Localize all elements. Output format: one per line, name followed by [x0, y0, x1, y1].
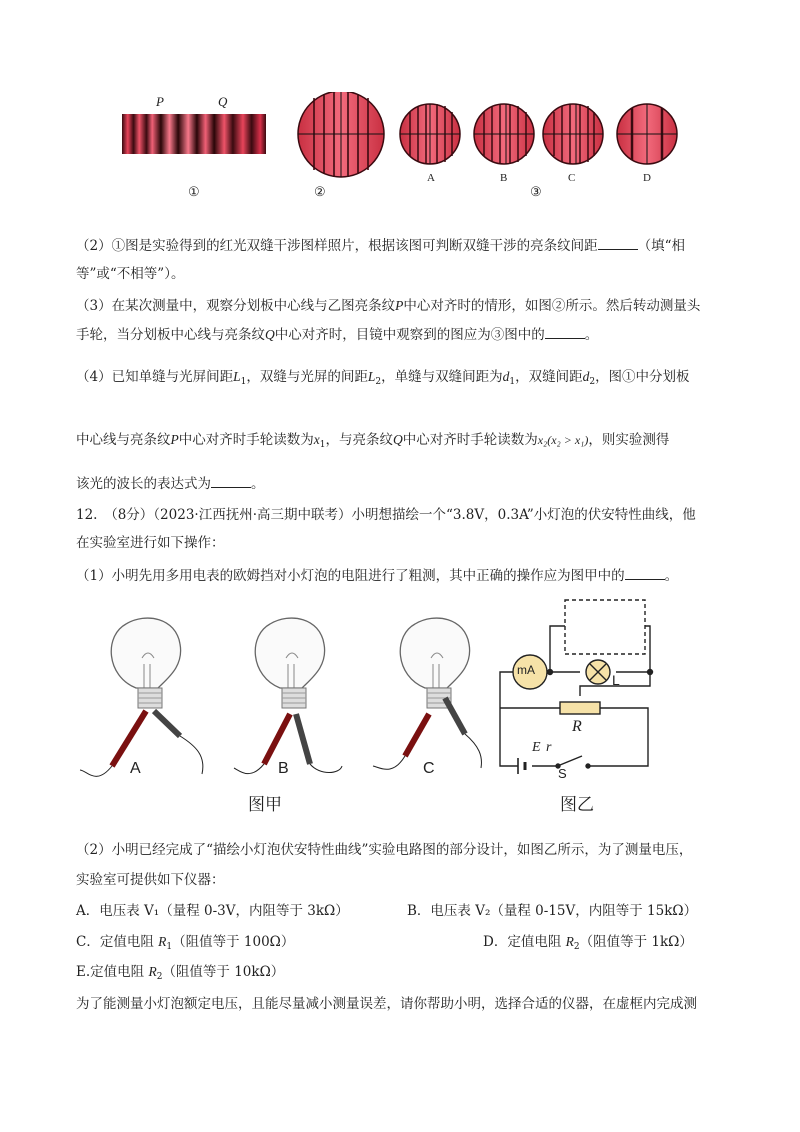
fringe-strip — [122, 114, 266, 154]
fringe-graphics — [110, 92, 710, 202]
caption-2: ② — [314, 184, 326, 199]
q2-line-1: （2）①图是实验得到的红光双缝干涉图样照片，根据该图可判断双缝干涉的亮条纹间距 （填“相 — [76, 238, 685, 254]
bulb-a-graphic — [80, 618, 203, 776]
figure-graphics — [70, 596, 710, 818]
option-a: A．电压表 V₁（量程 0-3V，内阻等于 3kΩ） — [76, 903, 349, 919]
eyepiece-option-b — [474, 104, 534, 164]
option-c: C．定值电阻 $R_1$（阻值等于 100Ω） — [76, 934, 295, 952]
lamp-label: L — [612, 672, 620, 688]
circuit-diagram — [500, 600, 653, 774]
q4-line-3: 该光的波长的表达式为 。 — [76, 476, 265, 492]
option-a-label: A — [427, 172, 435, 184]
option-b-label: B — [500, 172, 508, 184]
answer-blank[interactable] — [545, 326, 585, 339]
eyepiece-option-c — [543, 104, 603, 164]
bulb-a-label: A — [130, 760, 141, 777]
q12-part1: （1）小明先用多用电表的欧姆挡对小灯泡的电阻进行了粗测，其中正确的操作应为图甲中的 。 — [76, 568, 679, 584]
eyepiece-view-2 — [298, 92, 384, 177]
q4-line-1: （4）已知单缝与光屏间距$L_1$，双缝与光屏的间距$L_2$，单缝与双缝间距为$d_1$，双缝间距$d_2$，图①中分划板 — [76, 369, 690, 387]
q2-line-2: 等”或“不相等”）。 — [76, 266, 185, 282]
rheostat-label: R — [572, 718, 582, 735]
bulb-c-graphic — [373, 618, 481, 769]
label-p: P — [156, 94, 164, 109]
q12-part2-line-1: （2）小明已经完成了“描绘小灯泡伏安特性曲线”实验电路图的部分设计，如图乙所示，为了测量电压， — [76, 842, 693, 858]
bulb-b-label: B — [278, 760, 289, 777]
internal-resistance-label: r — [546, 740, 552, 755]
q3-line-1: （3）在某次测量中，观察分划板中心线与乙图亮条纹P中心对齐时的情形，如图②所示。然后转动测量头 — [76, 298, 701, 314]
bulb-b-graphic — [234, 618, 342, 774]
milliammeter-label: mA — [517, 663, 535, 677]
label-q: Q — [218, 94, 228, 109]
answer-blank[interactable] — [598, 237, 638, 250]
caption-1: ① — [188, 184, 200, 199]
answer-blank[interactable] — [211, 475, 251, 488]
option-d: D．定值电阻 $R_2$（阻值等于 1kΩ） — [483, 934, 693, 952]
caption-3: ③ — [530, 184, 542, 199]
figure-yi-title: 图乙 — [560, 795, 594, 815]
option-e: E.定值电阻 $R_2$（阻值等于 10kΩ） — [76, 964, 285, 982]
eyepiece-option-d — [617, 104, 677, 164]
answer-blank[interactable] — [625, 567, 665, 580]
q4-line-2: 中心线与亮条纹P中心对齐时手轮读数为$x_1$，与亮条纹Q中心对齐时手轮读数为x₂(x₂ > x₁)，则实验测得 — [76, 432, 670, 450]
q12-part2-last: 为了能测量小灯泡额定电压，且能尽量减小测量误差，请你帮助小明，选择合适的仪器，在虚框内完成测 — [76, 996, 697, 1012]
switch-label: S — [558, 766, 567, 781]
q12-part2-line-2: 实验室可提供如下仪器： — [76, 872, 225, 888]
q12-header-2: 在实验室进行如下操作： — [76, 535, 225, 551]
emf-label: E — [532, 740, 541, 755]
bulb-c-label: C — [423, 760, 435, 777]
eyepiece-option-a — [400, 104, 460, 164]
option-c-label: C — [568, 172, 576, 184]
q12-header: 12. （8分）（2023·江西抚州·高三期中联考）小明想描绘一个“3.8V，0.3A”小灯泡的伏安特性曲线，他 — [76, 507, 696, 523]
q3-line-2: 手轮，当分划板中心线与亮条纹Q中心对齐时，目镜中观察到的图应为③图中的 。 — [76, 327, 599, 343]
option-b: B．电压表 V₂（量程 0-15V，内阻等于 15kΩ） — [407, 903, 698, 919]
figure-jia-title: 图甲 — [248, 795, 282, 815]
option-d-label: D — [643, 172, 651, 184]
